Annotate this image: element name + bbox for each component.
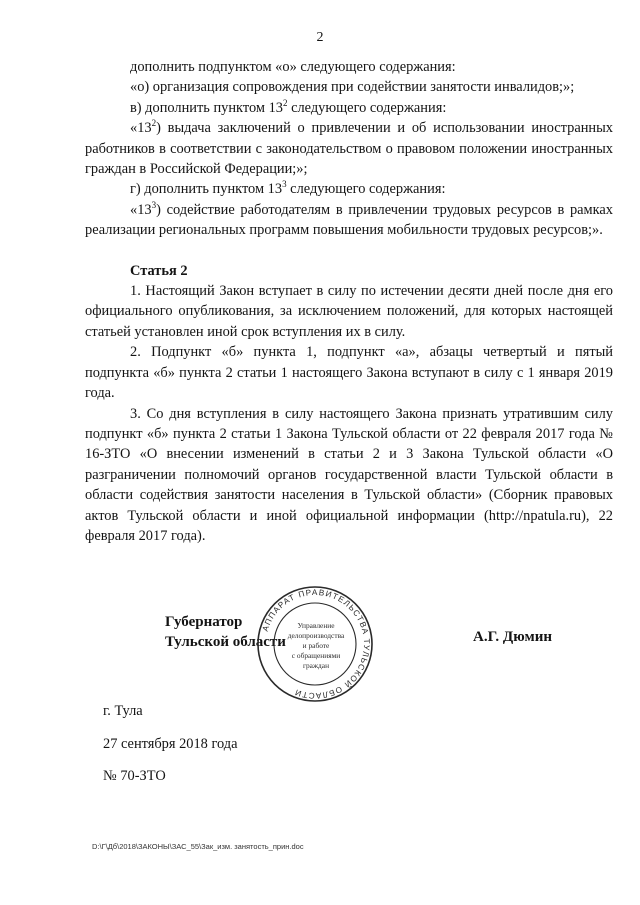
article-2-item-2: 2. Подпункт «б» пункта 1, подпункт «а», абзацы четвертый и пятый подпункта «б» пункта 2 статьи 1 настоящего Закона вступают в силу с 1 января 2019 года. — [85, 344, 613, 402]
superscript: 3 — [282, 179, 287, 190]
superscript: 3 — [151, 200, 157, 211]
page-number: 2 — [316, 30, 324, 45]
amendment-paragraph-3: в) дополнить пунктом $13^2$ следующего содержания: — [130, 98, 447, 116]
signature-title-line-1: Губернатор — [165, 614, 243, 630]
stamp-text-line-4: с обращениями — [291, 651, 341, 660]
article-2-heading: Статья 2 — [130, 262, 188, 279]
amendment-paragraph-6: «$13^3$) содействие работодателям в привлечении трудовых ресурсов в рамках реализации региональных программ повышения мобильности трудовых ресурсов;». — [85, 200, 613, 239]
signature-title-line-2: Тульской области — [165, 634, 286, 650]
article-2-item-1: 1. Настоящий Закон вступает в силу по истечении десяти дней после дня его официального опубликования, за исключением положений, для которых настоящей статьей установлен иной срок вступления их в силу. — [85, 283, 613, 340]
amendment-paragraph-5: г) дополнить пунктом $13^3$ следующего содержания: — [130, 179, 446, 198]
place-of-signing: г. Тула — [103, 703, 143, 719]
signatory-name: А.Г. Дюмин — [473, 629, 553, 645]
file-path-footer: D:\Г\Дб\2018\ЗАКОНЫ\ЗАС_55\Зак_изм. занятость_прин.doc — [92, 842, 304, 851]
stamp-text-line-5: граждан — [302, 661, 330, 670]
stamp-text-line-1: Управление — [297, 621, 335, 630]
amendment-paragraph-1: дополнить подпунктом «о» следующего содержания: — [130, 59, 456, 75]
amendment-paragraph-2: «о) организация сопровождения при содействии занятости инвалидов;»; — [130, 79, 575, 96]
superscript: 2 — [151, 118, 157, 129]
amendment-paragraph-4: «$13^2$) выдача заключений о привлечении и об использовании иностранных работников в соответствии с законодательством о правовом положении иностранных граждан в Российской Федерации;»; — [85, 118, 613, 178]
stamp-ring-text: АППАРАТ ПРАВИТЕЛЬСТВА ТУЛЬСКОЙ ОБЛАСТИ — [260, 587, 372, 701]
document-body — [85, 57, 613, 546]
article-2-item-3: 3. Со дня вступления в силу настоящего Закона признать утратившим силу подпункт «б» пункта 2 статьи 1 Закона Тульской области от 22 февраля 2017 года № 16-ЗТО «О внесении изменений в статьи 2 и 3 Закона Тульской области «О разграничении полномочий органов государственной власти Тульской области в области содействия занятости населения в Тульской области» (Сборник правовых актов Тульской области и иной официальной информации (http://npatula.ru), 22 февраля 2017 года). — [85, 405, 613, 544]
superscript: 2 — [282, 98, 288, 109]
signing-date: 27 сентября 2018 года — [103, 736, 238, 752]
law-number: № 70-ЗТО — [103, 768, 166, 784]
stamp-text-line-2: делопроизводства — [287, 631, 345, 640]
stamp-text-line-3: и работе — [302, 641, 330, 650]
official-stamp — [255, 584, 375, 704]
